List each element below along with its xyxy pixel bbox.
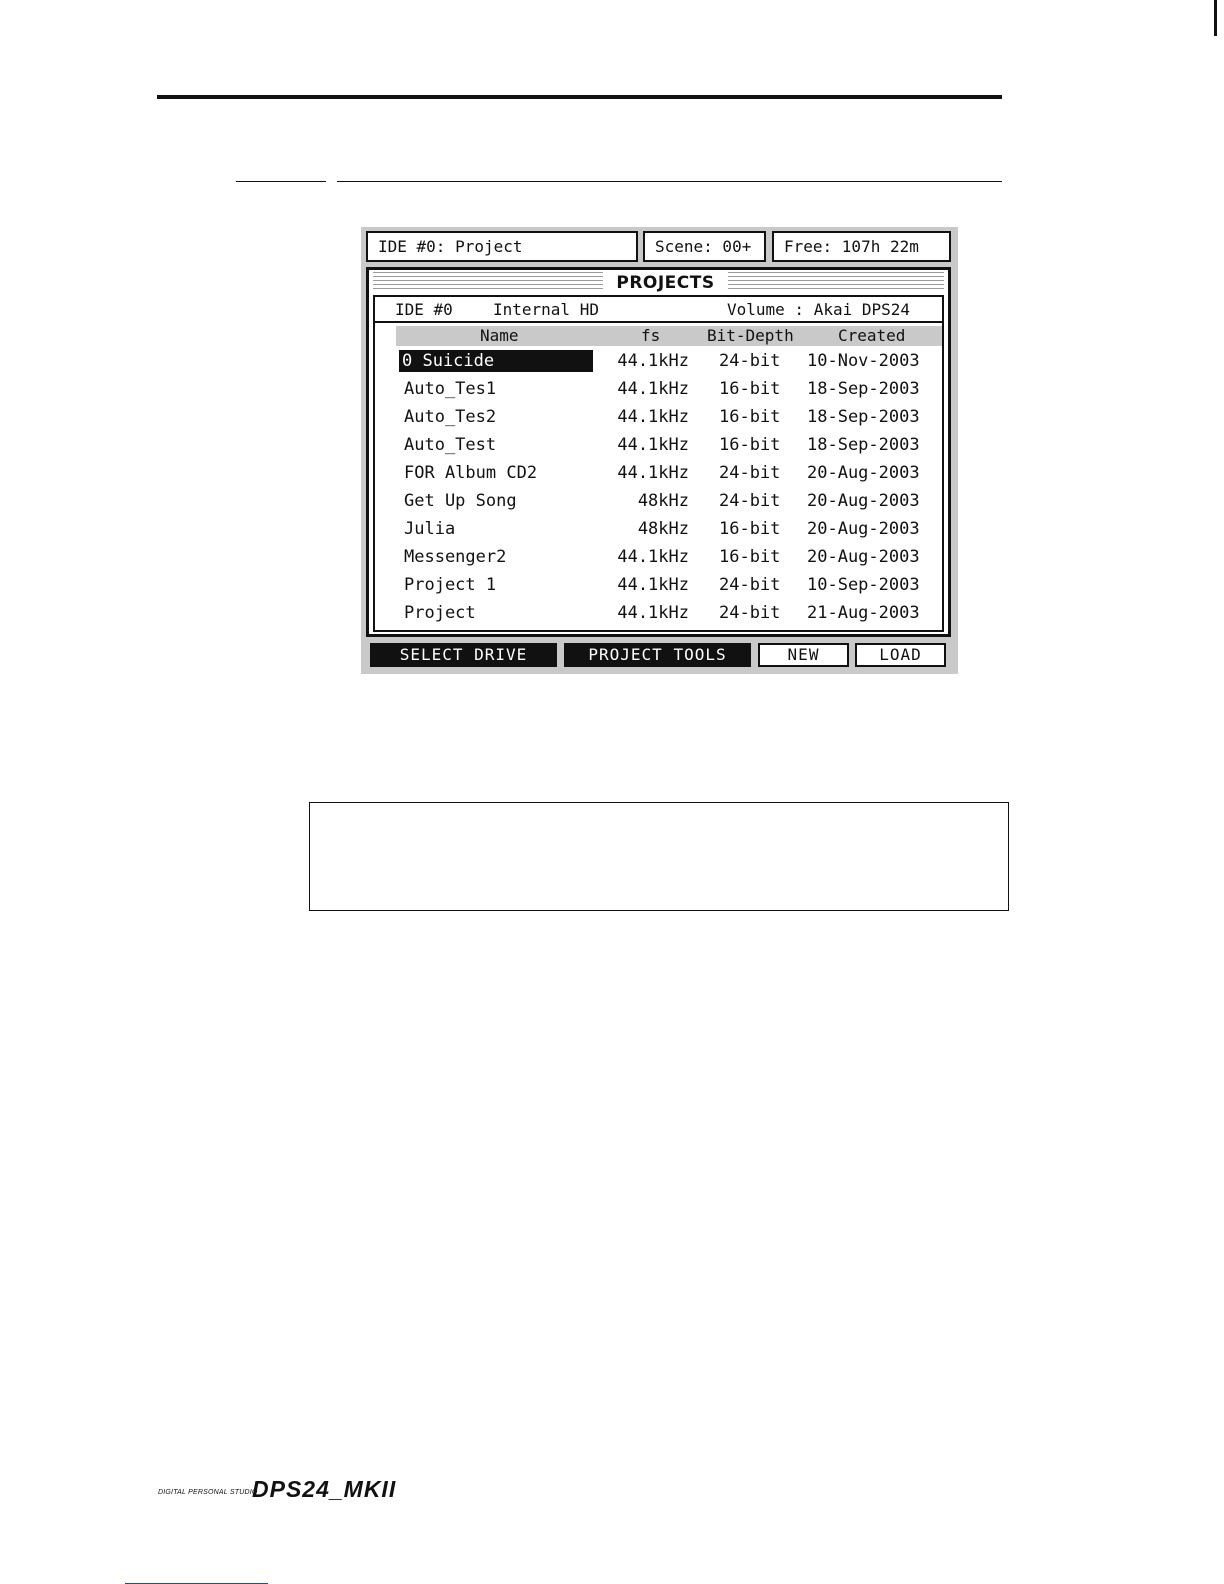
project-row[interactable]: [375, 573, 942, 597]
project-name: Project: [404, 603, 476, 623]
sample-rate: 44.1kHz: [617, 547, 689, 567]
bit-depth: 16-bit: [719, 547, 781, 567]
drive-separator: [375, 321, 942, 323]
sample-rate: 44.1kHz: [617, 379, 689, 399]
project-row[interactable]: [375, 517, 942, 541]
column-header: [396, 326, 942, 346]
select-drive-button[interactable]: SELECT DRIVE: [370, 643, 557, 667]
new-button[interactable]: NEW: [758, 643, 849, 667]
page-edge-mark: [1214, 0, 1217, 36]
bit-depth: 24-bit: [719, 603, 781, 623]
sample-rate: 44.1kHz: [617, 407, 689, 427]
sample-rate: 48kHz: [637, 491, 689, 511]
note-box: [309, 802, 1009, 911]
title-stripes-right: [724, 272, 944, 291]
column-created[interactable]: Created: [838, 326, 906, 345]
column-name[interactable]: Name: [480, 326, 519, 345]
volume-label: Volume : Akai DPS24: [727, 300, 911, 319]
created-date: 10-Sep-2003: [807, 575, 920, 595]
project-row[interactable]: [375, 489, 942, 513]
sample-rate: 44.1kHz: [617, 463, 689, 483]
created-date: 18-Sep-2003: [807, 435, 920, 455]
bit-depth: 24-bit: [719, 575, 781, 595]
bit-depth: 24-bit: [719, 351, 781, 371]
sample-rate: 44.1kHz: [617, 575, 689, 595]
created-date: 18-Sep-2003: [807, 379, 920, 399]
project-name: Get Up Song: [404, 491, 517, 511]
section-rule-right: [337, 181, 1002, 182]
sample-rate: 44.1kHz: [617, 351, 689, 371]
project-row[interactable]: [375, 461, 942, 485]
sample-rate: 48kHz: [637, 519, 689, 539]
product-logo: DPS24_MKII: [252, 1476, 397, 1502]
project-row[interactable]: [375, 405, 942, 429]
project-name: Messenger2: [404, 547, 507, 567]
created-date: 20-Aug-2003: [807, 491, 920, 511]
title-stripes-left: [373, 272, 603, 291]
project-name: Auto_Tes1: [404, 379, 497, 399]
project-tools-button[interactable]: PROJECT TOOLS: [564, 643, 751, 667]
project-name: Auto_Tes2: [404, 407, 497, 427]
project-row[interactable]: [375, 545, 942, 569]
footer-tagline: DIGITAL PERSONAL STUDIO: [158, 1489, 258, 1496]
scene-field: Scene: 00+: [643, 231, 766, 262]
project-name: 0 Suicide: [399, 350, 593, 372]
created-date: 20-Aug-2003: [807, 519, 920, 539]
created-date: 20-Aug-2003: [807, 547, 920, 567]
bit-depth: 24-bit: [719, 491, 781, 511]
created-date: 20-Aug-2003: [807, 463, 920, 483]
project-row[interactable]: [375, 433, 942, 457]
column-bit-depth[interactable]: Bit-Depth: [707, 326, 794, 345]
bit-depth: 16-bit: [719, 435, 781, 455]
project-name: Auto_Test: [404, 435, 497, 455]
project-name: Project 1: [404, 575, 497, 595]
column-fs[interactable]: fs: [641, 326, 661, 345]
panel-title: PROJECTS: [603, 270, 728, 294]
drive-id: IDE #0: [395, 300, 453, 319]
project-list-frame: [373, 295, 944, 632]
free-space-field: Free: 107h 22m: [772, 231, 951, 262]
project-row[interactable]: [375, 377, 942, 401]
header-rule: [157, 95, 1002, 99]
project-row[interactable]: [375, 349, 942, 373]
created-date: 18-Sep-2003: [807, 407, 920, 427]
current-project-field: IDE #0: Project: [366, 231, 638, 262]
projects-panel: [366, 267, 951, 637]
project-name: FOR Album CD2: [404, 463, 538, 483]
created-date: 21-Aug-2003: [807, 603, 920, 623]
bit-depth: 16-bit: [719, 519, 781, 539]
section-rule-left: [236, 181, 326, 182]
drive-name: Internal HD: [493, 300, 599, 319]
sample-rate: 44.1kHz: [617, 435, 689, 455]
project-row[interactable]: [375, 601, 942, 625]
bit-depth: 16-bit: [719, 379, 781, 399]
load-button[interactable]: LOAD: [855, 643, 946, 667]
created-date: 10-Nov-2003: [807, 351, 920, 371]
bit-depth: 16-bit: [719, 407, 781, 427]
projects-screen: [361, 227, 958, 674]
sample-rate: 44.1kHz: [617, 603, 689, 623]
bit-depth: 24-bit: [719, 463, 781, 483]
project-name: Julia: [404, 519, 456, 539]
